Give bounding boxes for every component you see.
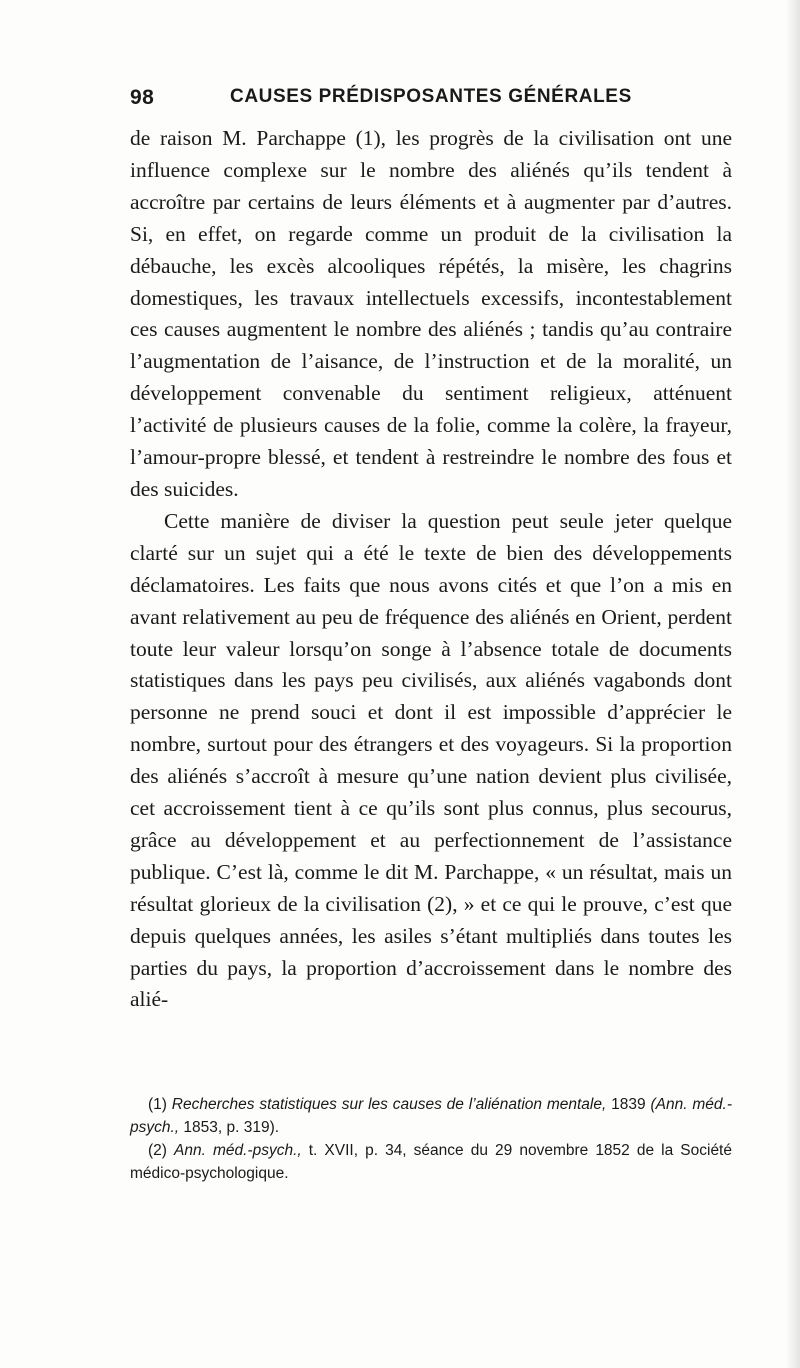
footnote-2-rest: t. XVII, p. 34, séance du 29 novembre 1852 de la Société médico-psychologique. [130, 1142, 732, 1182]
footnote-1 [130, 1093, 732, 1139]
page-number: 98 [130, 86, 155, 109]
page-edge-shadow [786, 0, 800, 1368]
footnote-1-title: Recherches statistiques sur les causes de l’aliénation mentale, [171, 1096, 607, 1113]
footnote-1-source: (Ann. méd.-psych., [130, 1096, 732, 1136]
page-header [130, 86, 690, 116]
paragraph-2: Cette manière de diviser la question peut seule jeter quelque clarté sur un sujet qui a été le texte de bien des développements déclamatoires. Les faits que nous avons cités et que l’on a mis en avant relativement au peu de fréquence des aliénés en Orient, perdent toute leur valeur lorsqu’on songe à l’absence totale de documents statistiques dans les pays peu civilisés, aux aliénés vagabonds dont personne ne prend souci et dont il est impossible d’apprécier le nombre, surtout pour des étrangers et des voyageurs. Si la proportion des aliénés s’accroît à mesure qu’une nation devient plus civilisée, cet accroissement tient à ce qu’ils sont plus connus, plus secourus, grâce au développement et au perfectionnement de l’assistance publique. C’est là, comme le dit M. Parchappe, « un résultat, mais un résultat glorieux de la civilisation (2), » et ce qui le prouve, c’est que depuis quelques années, les asiles s’étant multipliés dans toutes les parties du pays, la proportion d’accroissement dans le nombre des alié- [130, 508, 732, 1012]
footnote-2 [130, 1139, 732, 1185]
footnote-1-year: 1839 [606, 1096, 651, 1113]
footnote-2-number: (2) [148, 1142, 167, 1159]
footnote-1-rest: 1853, p. 319). [179, 1119, 280, 1136]
footnote-1-number: (1) [148, 1096, 167, 1113]
paragraph-1: de raison M. Parchappe (1), les progrès de la civilisation ont une influence complexe sur le nombre des aliénés qu’ils tendent à accroître par certains de leurs éléments et à augmenter par d’autres. Si, en effet, on regarde comme un produit de la civilisation la débauche, les excès alcooliques répétés, la misère, les chagrins domestiques, les travaux intellectuels excessifs, incontestablement ces causes augmentent le nombre des aliénés ; tandis qu’au contraire l’augmentation de l’aisance, de l’instruction et de la moralité, un développement convenable du sentiment religieux, atténuent l’activité de plusieurs causes de la folie, comme la colère, la frayeur, l’amour-propre blessé, et tendent à restreindre le nombre des fous et des suicides. [130, 126, 732, 501]
body-text [130, 123, 732, 1016]
footnotes [130, 1093, 732, 1185]
running-head: CAUSES PRÉDISPOSANTES GÉNÉRALES [230, 86, 632, 107]
footnote-2-source: Ann. méd.-psych., [174, 1142, 302, 1159]
